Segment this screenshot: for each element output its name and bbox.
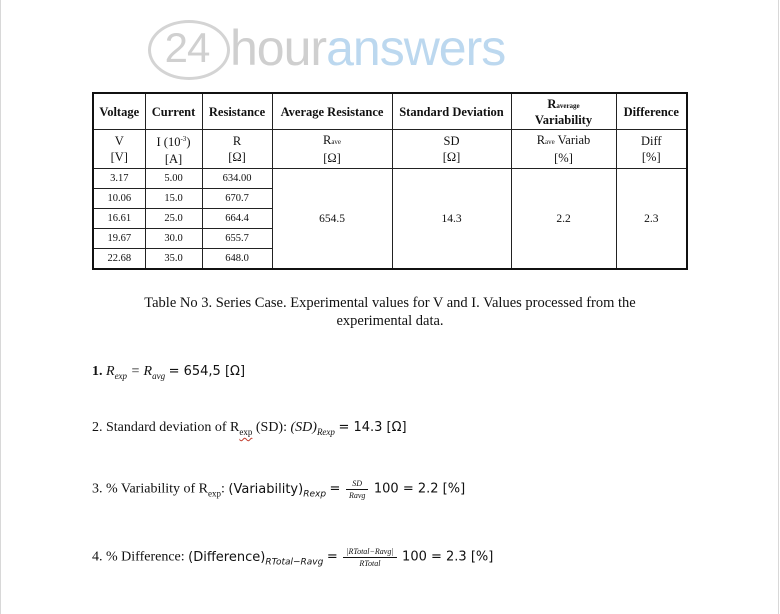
cell-difference: 2.3 xyxy=(616,169,687,270)
header-voltage: Voltage xyxy=(93,93,145,130)
cell-resistance: 655.7 xyxy=(202,229,272,249)
table-caption: Table No 3. Series Case. Experimental values for V and I. Values processed from the experimental data. xyxy=(144,295,636,329)
equation-1: 1. $R_{exp} = R_{avg} = 654,5$ [Ω] xyxy=(92,364,246,381)
cell-voltage: 16.61 xyxy=(93,209,145,229)
cell-average-resistance: 654.5 xyxy=(272,169,392,270)
header-standard-deviation: Standard Deviation xyxy=(392,93,511,130)
cell-resistance: 670.7 xyxy=(202,189,272,209)
units-row xyxy=(93,130,687,169)
fraction: $\frac{SD}{\text{Ravg}}$ xyxy=(346,478,368,501)
cell-resistance: 634.00 xyxy=(202,169,272,189)
equation-4: 4. % Difference: $(Difference)_{RTotal-Ravg}$ = $\frac{\text{|RTotal−Ravg|}}{\text{RTotal}}$ 100 = 2.3 [%] xyxy=(92,547,494,568)
equation-3: 3. % Variability of $R_{exp}$: $(Variability)_{Rexp}$ = $\frac{SD}{\text{Ravg}}$ 100 = 2.2 [%] xyxy=(92,479,466,500)
cell-current: 25.0 xyxy=(145,209,202,229)
watermark-text: houranswers xyxy=(230,20,506,76)
right-page-edge xyxy=(778,0,779,614)
cell-current: 15.0 xyxy=(145,189,202,209)
watermark-logo xyxy=(148,18,608,78)
header-resistance: Resistance xyxy=(202,93,272,130)
results-table xyxy=(92,92,688,270)
spellcheck-underline: exp xyxy=(239,426,253,437)
unit-resistance: R [Ω] xyxy=(202,130,272,169)
watermark-number: 24 xyxy=(164,24,210,71)
cell-current: 35.0 xyxy=(145,249,202,270)
cell-resistance: 664.4 xyxy=(202,209,272,229)
cell-voltage: 10.06 xyxy=(93,189,145,209)
header-row xyxy=(93,93,687,130)
cell-voltage: 3.17 xyxy=(93,169,145,189)
cell-resistance: 648.0 xyxy=(202,249,272,270)
cell-voltage: 22.68 xyxy=(93,249,145,270)
unit-voltage: V [V] xyxy=(93,130,145,169)
unit-variability: Rave Variab [%] xyxy=(511,130,616,169)
unit-current: I $(10^{-3})$ [A] xyxy=(145,130,202,169)
equation-2: 2. Standard deviation of $R_{exp}$ (SD): $(SD)_{Rexp} = 14.3$ [Ω] xyxy=(92,420,407,437)
left-page-edge xyxy=(0,0,1,614)
header-variability: Raverage Variability xyxy=(511,93,616,130)
header-difference: Difference xyxy=(616,93,687,130)
table-row xyxy=(93,169,687,189)
header-current: Current xyxy=(145,93,202,130)
unit-average-resistance: Rave [Ω] xyxy=(272,130,392,169)
cell-current: 5.00 xyxy=(145,169,202,189)
cell-standard-deviation: 14.3 xyxy=(392,169,511,270)
unit-difference: Diff [%] xyxy=(616,130,687,169)
cell-current: 30.0 xyxy=(145,229,202,249)
unit-standard-deviation: SD [Ω] xyxy=(392,130,511,169)
cell-variability: 2.2 xyxy=(511,169,616,270)
cell-voltage: 19.67 xyxy=(93,229,145,249)
header-average-resistance: Average Resistance xyxy=(272,93,392,130)
fraction: $\frac{\text{|RTotal−Ravg|}}{\text{RTotal}}$ xyxy=(343,546,396,569)
